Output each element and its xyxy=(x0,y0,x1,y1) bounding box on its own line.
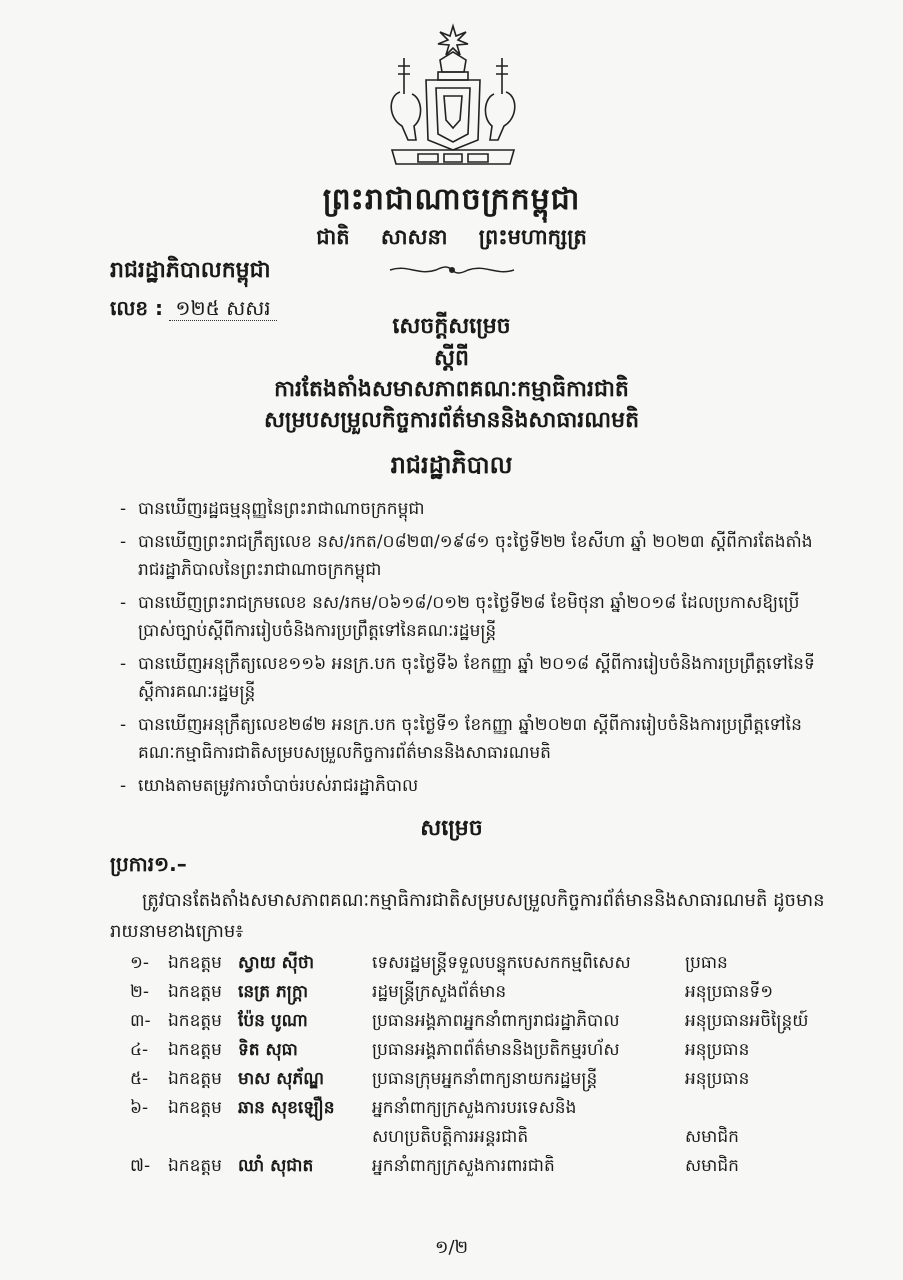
decision-subject-line2: សម្របសម្រួលកិច្ចការព័ត៌មាននិងសាធារណមតិ xyxy=(263,408,640,433)
list-item: - បានឃើញរដ្ឋធម្មនុញ្ញនៃព្រះរាជាណាចក្រកម្ពុជា xyxy=(120,499,425,519)
member-position: ប្រធានអង្គភាពព័ត៌មាននិងប្រតិកម្មរហ័ស xyxy=(372,1040,620,1060)
consideration-text: បានឃើញរដ្ឋធម្មនុញ្ញនៃព្រះរាជាណាចក្រកម្ពុជា xyxy=(138,499,425,519)
member-index: ៦- xyxy=(130,1098,149,1118)
member-index: ១- xyxy=(130,953,150,973)
member-index: ៥- xyxy=(130,1069,149,1089)
member-name: ឈាំ សុជាត xyxy=(238,1156,314,1176)
member-role: អនុប្រធាន xyxy=(685,1040,750,1060)
member-honorific: ឯកឧត្តម xyxy=(168,1040,222,1060)
table-row xyxy=(120,1010,840,1039)
member-role: អនុប្រធាន xyxy=(685,1069,750,1089)
considerations-list xyxy=(120,495,830,805)
member-name: ស្វាយ ស៊ីថា xyxy=(238,953,315,973)
member-index: ២- xyxy=(130,982,150,1002)
list-item: - បានឃើញព្រះរាជក្រឹត្យលេខ នស/រកត/០៨២៣/១៩៨១ ចុះថ្ងៃទី២២ ខែសីហា ឆ្នាំ ២០២៣ ស្តីពីការតែងតាំងរាជរដ្ឋាភិបាលនៃព្រះរាជាណាចក្រកម្ពុជា xyxy=(120,532,813,580)
member-position: ទេសរដ្ឋមន្ត្រីទទួលបន្ទុកបេសកកម្មពិសេស xyxy=(372,953,631,973)
government-heading: រាជរដ្ឋាភិបាល xyxy=(390,451,513,479)
member-name: ឆាន សុខឡឿន xyxy=(238,1098,335,1118)
table-row xyxy=(120,1068,840,1097)
member-honorific: ឯកឧត្តម xyxy=(168,1011,222,1031)
member-name: ប៉ែន បូណា xyxy=(238,1011,308,1031)
article-1-label: ប្រការ១.– xyxy=(110,852,187,876)
royal-coat-of-arms-emblem xyxy=(378,22,528,172)
article-1-text: ត្រូវបានតែងតាំងសមាសភាពគណៈកម្មាធិការជាតិសម្របសម្រួលកិច្ចការព័ត៌មាននិងសាធារណមតិ ដូចមានរាយនាមខាងក្រោម៖ xyxy=(110,890,825,942)
member-name: ទិត សុធា xyxy=(238,1040,298,1060)
member-role: សមាជិក xyxy=(685,1127,739,1147)
member-name: នេត្រ ភក្ត្រា xyxy=(238,982,309,1002)
table-row-continuation xyxy=(120,1126,840,1155)
decision-subject-line1: ការតែងតាំងសមាសភាពគណៈកម្មាធិការជាតិ xyxy=(274,377,629,402)
member-index: ៤- xyxy=(130,1040,149,1060)
member-role: អនុប្រធានទី១ xyxy=(685,982,774,1002)
member-honorific: ឯកឧត្តម xyxy=(168,1069,222,1089)
member-honorific: ឯកឧត្តម xyxy=(168,1098,222,1118)
consideration-text: បានឃើញព្រះរាជក្រមលេខ នស/រកម/០៦១៨/០១២ ចុះថ្ងៃទី២៨ ខែមិថុនា ឆ្នាំ២០១៨ ដែលប្រកាសឱ្យប្រើប្រាស់ច្បាប់ស្តីពីការរៀបចំនិងការប្រព្រឹត្តទៅនៃគណៈរដ្ឋមន្ត្រី xyxy=(138,593,800,641)
member-name: មាស សុភ័ណ្ឌ xyxy=(238,1069,325,1089)
table-row xyxy=(120,1039,840,1068)
page-number: ១/២ xyxy=(434,1237,469,1258)
table-row xyxy=(120,981,840,1010)
members-list xyxy=(120,952,840,1184)
list-item: - បានឃើញព្រះរាជក្រមលេខ នស/រកម/០៦១៨/០១២ ចុះថ្ងៃទី២៨ ខែមិថុនា ឆ្នាំ២០១៨ ដែលប្រកាសឱ្យប្រើប្រាស់ច្បាប់ស្តីពីការរៀបចំនិងការប្រព្រឹត្តទៅនៃគណៈរដ្ឋមន្ត្រី xyxy=(120,593,800,641)
consideration-text: បានឃើញព្រះរាជក្រឹត្យលេខ នស/រកត/០៨២៣/១៩៨១ ចុះថ្ងៃទី២២ ខែសីហា ឆ្នាំ ២០២៣ ស្តីពីការតែងតាំងរាជរដ្ឋាភិបាលនៃព្រះរាជាណាចក្រកម្ពុជា xyxy=(138,532,813,580)
member-index: ៧- xyxy=(130,1156,151,1176)
consideration-text: បានឃើញអនុក្រឹត្យលេខ២៨២ អនក្រ.បក ចុះថ្ងៃទី១ ខែកញ្ញា ឆ្នាំ២០២៣ ស្តីពីការរៀបចំនិងការប្រព្រឹត្តទៅនៃគណៈកម្មាធិការជាតិសម្របសម្រួលកិច្ចការព័ត៌មាននិងសាធារណមតិ xyxy=(138,715,802,763)
member-honorific: ឯកឧត្តម xyxy=(168,1156,222,1176)
ornament-divider xyxy=(388,262,516,278)
member-position: អ្នកនាំពាក្យក្រសួងការបរទេសនិង xyxy=(372,1098,577,1118)
decides-heading: សម្រេច xyxy=(420,816,483,841)
list-item: - បានឃើញអនុក្រឹត្យលេខ១១៦ អនក្រ.បក ចុះថ្ងៃទី៦ ខែកញ្ញា ឆ្នាំ ២០១៨ ស្តីពីការរៀបចំនិងការប្រព្រឹត្តទៅនៃទីស្តីការគណៈរដ្ឋមន្ត្រី xyxy=(120,654,815,702)
member-index: ៣- xyxy=(130,1011,151,1031)
table-row xyxy=(120,952,840,981)
member-role: សមាជិក xyxy=(685,1156,739,1176)
decision-title: សេចក្តីសម្រេច xyxy=(392,314,511,339)
kingdom-heading: ព្រះរាជាណាចក្រកម្ពុជា xyxy=(322,182,581,217)
list-item: - យោងតាមតម្រូវការចាំបាច់របស់រាជរដ្ឋាភិបាល xyxy=(120,776,419,796)
member-position-continued: សហប្រតិបត្តិការអន្តរជាតិ xyxy=(372,1127,529,1147)
consideration-text: យោងតាមតម្រូវការចាំបាច់របស់រាជរដ្ឋាភិបាល xyxy=(138,776,419,796)
document-number-value: ១២៥ សសរ xyxy=(169,296,276,321)
member-role: អនុប្រធានអចិន្ត្រៃយ៍ xyxy=(685,1011,809,1031)
document-number-label: លេខ : xyxy=(110,296,164,320)
member-position: អ្នកនាំពាក្យក្រសួងការពារជាតិ xyxy=(372,1156,555,1176)
member-honorific: ឯកឧត្តម xyxy=(168,982,222,1002)
government-name: រាជរដ្ឋាភិបាលកម្ពុជា xyxy=(110,258,271,283)
decision-subject-prefix: ស្តីពី xyxy=(434,346,469,371)
table-row xyxy=(120,1097,840,1126)
member-honorific: ឯកឧត្តម xyxy=(168,953,222,973)
member-position: ប្រធានអង្គភាពអ្នកនាំពាក្យរាជរដ្ឋាភិបាល xyxy=(372,1011,620,1031)
table-row xyxy=(120,1155,840,1184)
consideration-text: បានឃើញអនុក្រឹត្យលេខ១១៦ អនក្រ.បក ចុះថ្ងៃទី៦ ខែកញ្ញា ឆ្នាំ ២០១៨ ស្តីពីការរៀបចំនិងការប្រព្រឹត្តទៅនៃទីស្តីការគណៈរដ្ឋមន្ត្រី xyxy=(138,654,815,702)
list-item: - បានឃើញអនុក្រឹត្យលេខ២៨២ អនក្រ.បក ចុះថ្ងៃទី១ ខែកញ្ញា ឆ្នាំ២០២៣ ស្តីពីការរៀបចំនិងការប្រព្រឹត្តទៅនៃគណៈកម្មាធិការជាតិសម្របសម្រួលកិច្ចការព័ត៌មាននិងសាធារណមតិ xyxy=(120,715,802,763)
member-position: រដ្ឋមន្ត្រីក្រសួងព័ត៌មាន xyxy=(372,982,507,1002)
member-role: ប្រធាន xyxy=(685,953,728,973)
member-position: ប្រធានក្រុមអ្នកនាំពាក្យនាយករដ្ឋមន្ត្រី xyxy=(372,1069,598,1089)
national-motto: ជាតិ សាសនា ព្រះមហាក្សត្រ xyxy=(316,225,587,249)
